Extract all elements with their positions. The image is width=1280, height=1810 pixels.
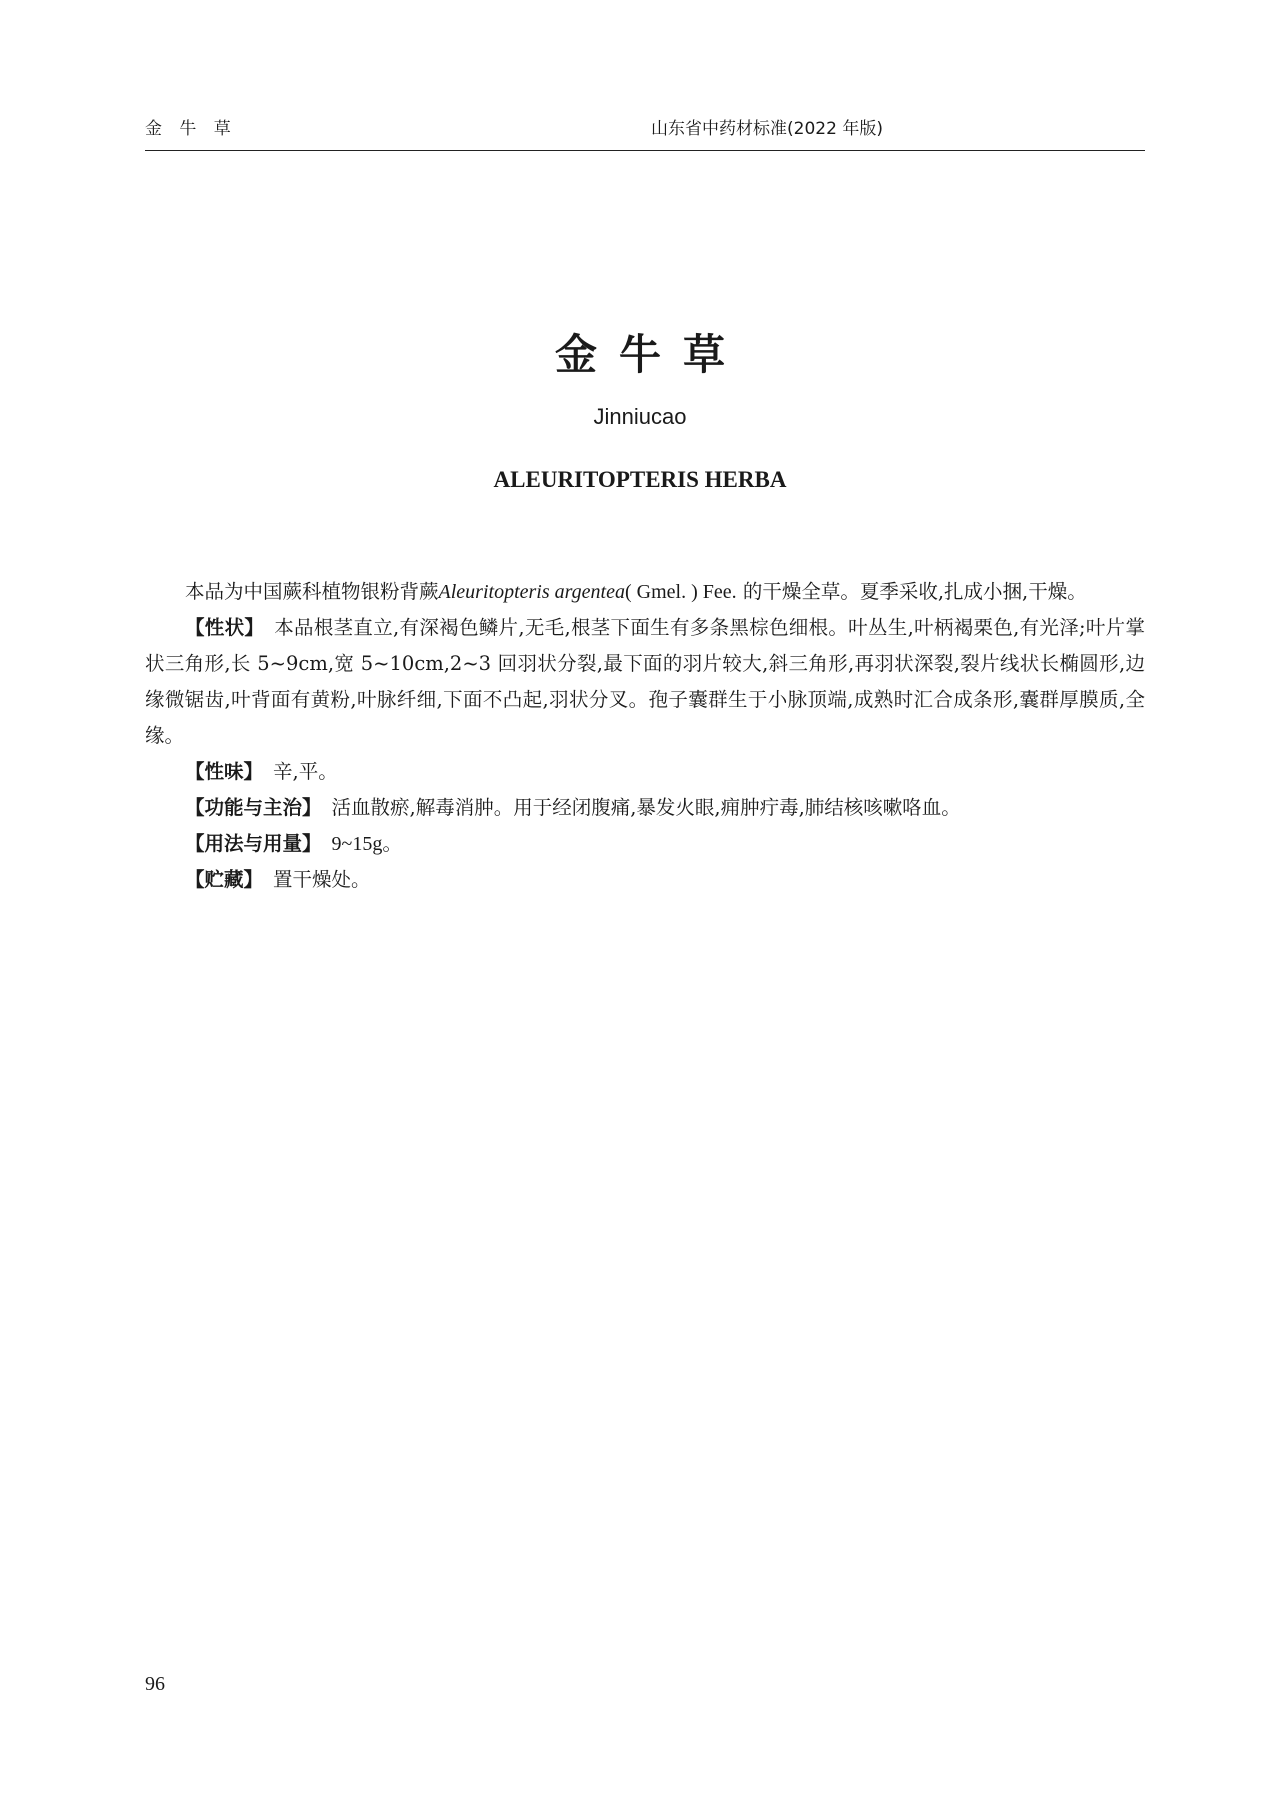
section-heading: 【性状】 xyxy=(185,616,265,639)
page-title: 金牛草 xyxy=(554,330,747,379)
section-text: 辛,平。 xyxy=(273,760,338,783)
intro-latin-author: ( Gmel. ) Fee. xyxy=(624,581,737,603)
running-head xyxy=(145,114,1145,142)
intro-text-start: 本品为中国蕨科植物银粉背蕨 xyxy=(185,580,439,603)
intro-text-end: 的干燥全草。夏季采收,扎成小捆,干燥。 xyxy=(736,580,1087,603)
intro-latin-species: Aleuritopteris argentea xyxy=(438,581,625,603)
section-functions xyxy=(145,790,1145,826)
section-text: 9~15g。 xyxy=(331,833,403,855)
section-heading: 【性味】 xyxy=(185,760,264,783)
section-heading: 【贮藏】 xyxy=(185,868,264,891)
section-dosage xyxy=(145,826,1145,862)
section-text: 活血散瘀,解毒消肿。用于经闭腹痛,暴发火眼,痈肿疔毒,肺结核咳嗽咯血。 xyxy=(331,796,961,819)
section-heading: 【用法与用量】 xyxy=(185,832,322,855)
section-storage xyxy=(145,862,1145,898)
running-head-title: 金 牛 草 xyxy=(145,119,237,139)
intro-paragraph xyxy=(145,574,1145,610)
latin-name: ALEURITOPTERIS HERBA xyxy=(493,467,787,492)
pinyin-name: Jinniucao xyxy=(593,404,687,429)
page-number: 96 xyxy=(145,1673,165,1695)
monograph-body xyxy=(145,574,1145,898)
section-text: 本品根茎直立,有深褐色鳞片,无毛,根茎下面生有多条黑棕色细根。叶丛生,叶柄褐栗色,有光泽;叶片掌状三角形,长 5~9cm,宽 5~10cm,2~3 回羽状分裂,最下面的羽片较大,斜三角形,再羽状深裂,裂片线状长椭圆形,边缘微锯齿,叶背面有黄粉,叶脉纤细,下面不凸起,羽状分叉。孢子囊群生于小脉顶端,成熟时汇合成条形,囊群厚膜质,全缘。 xyxy=(145,616,1145,747)
section-nature-flavor xyxy=(145,754,1145,790)
section-text: 置干燥处。 xyxy=(273,868,371,891)
running-head-book-title: 山东省中药材标准(2022 年版) xyxy=(651,119,883,139)
section-description xyxy=(145,610,1145,754)
section-heading: 【功能与主治】 xyxy=(185,796,322,819)
header-rule xyxy=(145,150,1145,151)
